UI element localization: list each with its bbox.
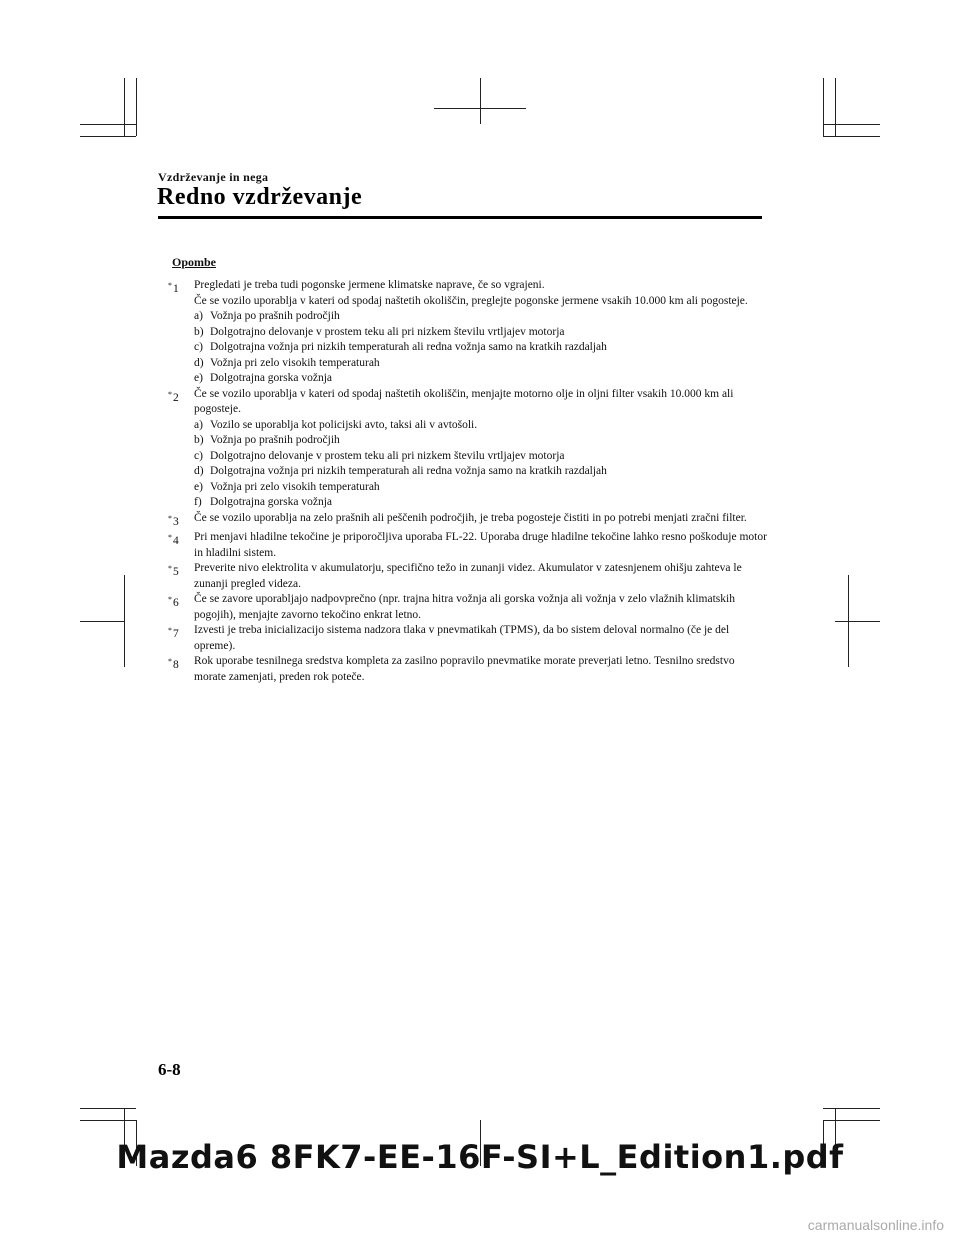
note-number: *2 <box>168 389 179 404</box>
crop-mark <box>124 78 125 136</box>
note-body <box>194 387 768 511</box>
note-text: Preverite nivo elektrolita v akumulatorju, specifično težo in zunanji videz. Akumulator v zatesnjenem ohišju zahteva le zunanji pregled videza. <box>194 562 742 590</box>
crop-mark <box>823 1120 880 1121</box>
sub-item: c) Dolgotrajno delovanje v prostem teku ali pri nizkem številu vrtljajev motorja <box>194 449 565 462</box>
crop-mark <box>823 136 880 137</box>
page-number: 6-8 <box>158 1060 181 1079</box>
note-number: *5 <box>168 564 179 578</box>
crop-mark <box>136 78 137 136</box>
note-text: Pri menjavi hladilne tekočine je priporočljiva uporaba FL-22. Uporaba druge hladilne tekočine lahko resno poškoduje motor in hladilni sistem. <box>194 531 767 559</box>
note-number: *8 <box>168 657 179 671</box>
registration-mark <box>434 108 526 109</box>
note-item <box>168 511 768 531</box>
document-filename: Mazda6 8FK7-EE-16F-SI+L_Edition1.pdf <box>116 1138 844 1176</box>
note-item <box>168 387 768 511</box>
crop-mark <box>80 1108 136 1109</box>
note-item <box>168 530 768 561</box>
sub-item: f) Dolgotrajna gorska vožnja <box>194 496 332 508</box>
note-text: Če se vozilo uporablja v kateri od spodaj naštetih okoliščin, menjajte motorno olje in oljni filter vsakih 10.000 km ali pogosteje. <box>194 387 734 415</box>
sub-item: b) Vožnja po prašnih področjih <box>194 434 340 446</box>
sub-item: a) Vozilo se uporablja kot policijski avto, taksi ali v avtošoli. <box>194 418 478 431</box>
crop-mark <box>80 124 136 125</box>
note-text: Rok uporabe tesnilnega sredstva kompleta za zasilno popravilo pnevmatike morate preverjati letno. Tesnilno sredstvo morate zamenjati, preden rok poteče. <box>194 655 735 683</box>
note-number: *3 <box>168 513 179 528</box>
crop-mark <box>80 136 136 137</box>
note-item <box>168 592 768 623</box>
note-body <box>194 278 768 387</box>
sub-item: d) Dolgotrajna vožnja pri nizkih temperaturah ali redna vožnja samo na kratkih razdaljah <box>194 465 607 477</box>
registration-mark <box>480 78 481 124</box>
sub-item: b) Dolgotrajno delovanje v prostem teku ali pri nizkem številu vrtljajev motorja <box>194 325 565 338</box>
note-number: *4 <box>168 533 179 547</box>
notes-heading: Opombe <box>172 255 217 269</box>
note-item <box>168 561 768 592</box>
note-text: Pregledati je treba tudi pogonske jermene klimatske naprave, če so vgrajeni. <box>194 279 545 291</box>
note-number: *7 <box>168 626 179 640</box>
note-item <box>168 654 768 685</box>
sub-item: c) Dolgotrajna vožnja pri nizkih temperaturah ali redna vožnja samo na kratkih razdaljah <box>194 341 607 353</box>
note-text: Če se zavore uporabljajo nadpovprečno (npr. trajna hitra vožnja ali gorska vožnja ali vožnja v zelo vlažnih klimatskih pogojih), menjajte zavorno tekočino enkrat letno. <box>194 593 735 621</box>
sub-item: d) Vožnja pri zelo visokih temperaturah <box>194 356 380 369</box>
notes-list <box>168 278 768 685</box>
note-item <box>168 278 768 387</box>
note-item <box>168 623 768 654</box>
registration-mark <box>835 621 880 622</box>
note-number: *1 <box>168 281 179 295</box>
watermark-link[interactable]: carmanualsonline.info <box>807 1217 944 1233</box>
crop-mark <box>80 1120 136 1121</box>
section-breadcrumb: Vzdrževanje in nega <box>158 170 269 184</box>
note-text: Če se vozilo uporablja v kateri od spodaj naštetih okoliščin, preglejte pogonske jermene vsakih 10.000 km ali pogosteje. <box>194 294 748 307</box>
note-number: *6 <box>168 595 179 609</box>
title-divider <box>158 216 762 219</box>
sub-item: a) Vožnja po prašnih področjih <box>194 310 340 322</box>
crop-mark <box>835 78 836 136</box>
crop-mark <box>823 124 880 125</box>
sub-item: e) Dolgotrajna gorska vožnja <box>194 372 332 384</box>
note-text: Izvesti je treba inicializacijo sistema nadzora tlaka v pnevmatikah (TPMS), da bo sistem deloval normalno (če je del opreme). <box>194 624 730 652</box>
crop-mark <box>823 78 824 136</box>
registration-mark <box>80 621 124 622</box>
sub-item: e) Vožnja pri zelo visokih temperaturah <box>194 480 380 493</box>
note-text: Če se vozilo uporablja na zelo prašnih ali peščenih področjih, je treba pogosteje čistiti in po potrebi menjati zračni filter. <box>194 511 747 524</box>
registration-mark <box>124 575 125 667</box>
page-title: Redno vzdrževanje <box>157 184 363 210</box>
crop-mark <box>823 1108 880 1109</box>
